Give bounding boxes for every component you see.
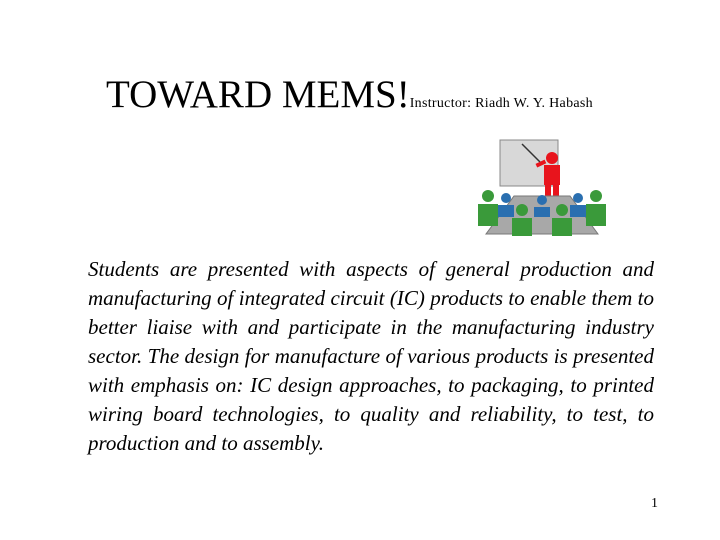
slide-title-line bbox=[106, 72, 593, 117]
slide-body-text: Students are presented with aspects of general production and manufacturing of integrated circuit (IC) products to enable them to better liaise with and participate in the manufacturing industry sector. The design for manufacture of various products is presented with emphasis on: IC design approaches, to packaging, to printed wiring board technologies, to quality and reliability, to test, to production and to assembly. bbox=[88, 257, 654, 455]
slide-title: TOWARD MEMS! bbox=[106, 73, 410, 116]
presentation-meeting-icon bbox=[470, 138, 614, 238]
page-number: 1 bbox=[651, 496, 658, 511]
instructor-name: Instructor: Riadh W. Y. Habash bbox=[409, 96, 593, 111]
